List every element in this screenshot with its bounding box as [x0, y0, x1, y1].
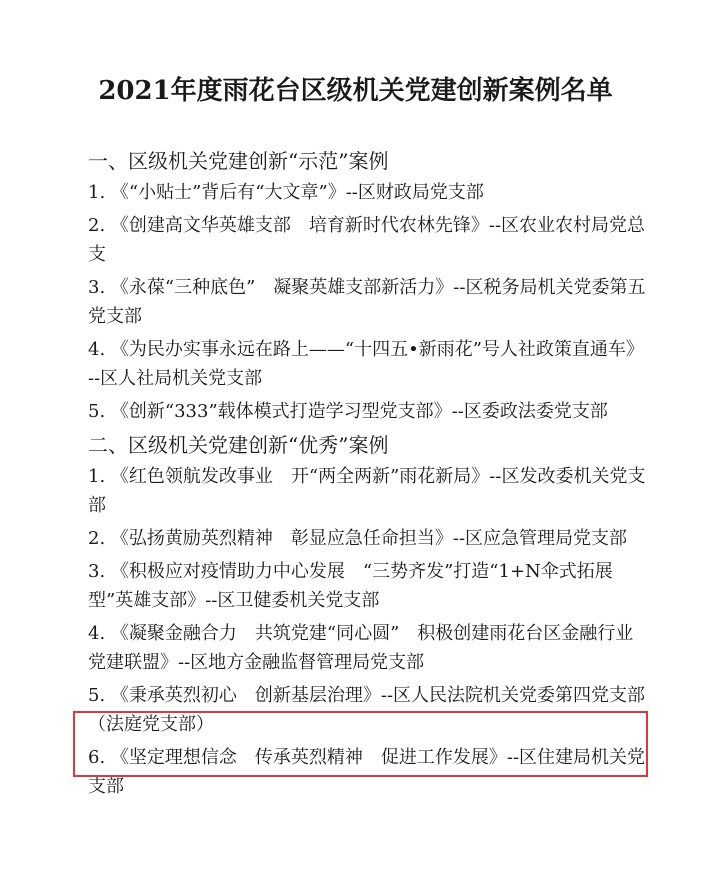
- list-item: 4. 《凝聚金融合力 共筑党建“同心圆” 积极创建雨花台区金融行业党建联盟》--区地方金融监督管理局党支部: [88, 623, 634, 673]
- list-item: 1. 《红色领航发改事业 开“两全两新”雨花新局》--区发改委机关党支部: [88, 466, 646, 516]
- list-item: 3. 《积极应对疫情助力中心发展 “三势齐发”打造“1+N伞式拓展型”英雄支部》--区卫健委机关党支部: [88, 561, 613, 611]
- list-item: 5. 《创新“333”载体模式打造学习型党支部》--区委政法委党支部: [88, 401, 608, 422]
- list-item-highlighted: 5. 《秉承英烈初心 创新基层治理》--区人民法院机关党委第四党支部（法庭党支部）: [88, 685, 646, 735]
- section-heading-excellent: 二、区级机关党建创新“优秀”案例: [88, 433, 389, 457]
- list-item: 6. 《坚定理想信念 传承英烈精神 促进工作发展》--区住建局机关党支部: [88, 747, 646, 797]
- document-body: [88, 146, 648, 805]
- list-item: 2. 《创建高文华英雄支部 培育新时代农林先锋》--区农业农村局党总支: [88, 215, 646, 265]
- list-item: 4. 《为民办实事永远在路上——“十四五•新雨花”号人社政策直通车》--区人社局机关党支部: [88, 339, 644, 389]
- list-item: 3. 《永葆“三种底色” 凝聚英雄支部新活力》--区税务局机关党委第五党支部: [88, 277, 646, 327]
- list-item: 2. 《弘扬黄励英烈精神 彰显应急任命担当》--区应急管理局党支部: [88, 528, 628, 549]
- document-title: 2021年度雨花台区级机关党建创新案例名单: [98, 76, 613, 106]
- section-heading-demonstration: 一、区级机关党建创新“示范”案例: [88, 149, 389, 173]
- list-item: 1. 《“小贴士”背后有“大文章”》--区财政局党支部: [88, 182, 484, 203]
